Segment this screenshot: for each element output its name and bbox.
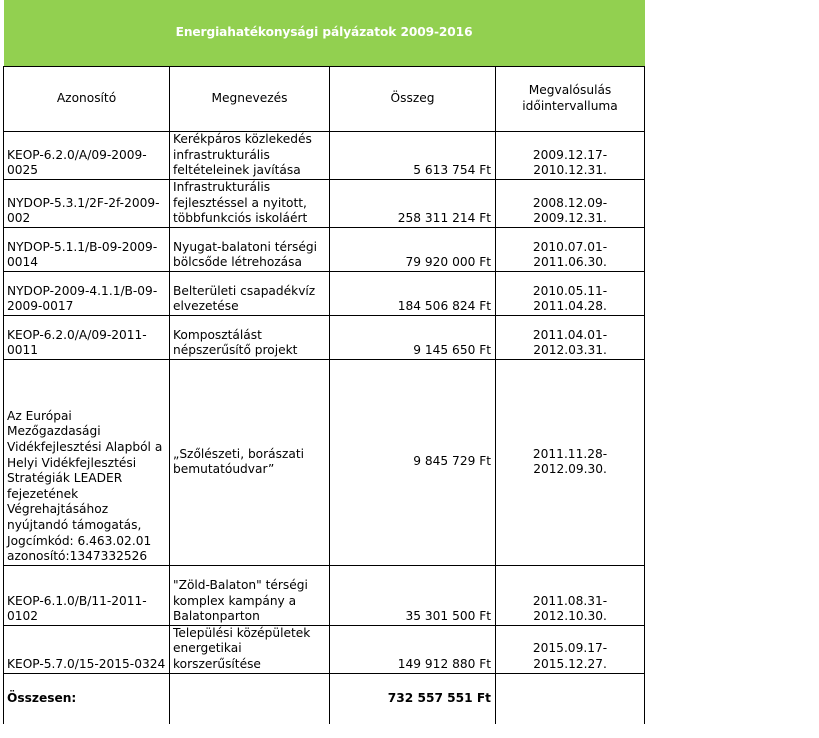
cell-id: NYDOP-5.3.1/2F-2f-2009-002 bbox=[4, 180, 170, 228]
cell-period: 2010.05.11-2011.04.28. bbox=[496, 271, 645, 315]
cell-amount: 184 506 824 Ft bbox=[330, 271, 496, 315]
cell-name: Komposztálást népszerűsítő projekt bbox=[170, 315, 330, 359]
cell-id: NYDOP-5.1.1/B-09-2009-0014 bbox=[4, 227, 170, 271]
cell-amount: 9 845 729 Ft bbox=[330, 359, 496, 565]
table-title: Energiahatékonysági pályázatok 2009-2016 bbox=[4, 0, 645, 67]
header-row bbox=[4, 67, 645, 132]
table-row bbox=[4, 180, 645, 228]
cell-id: KEOP-5.7.0/15-2015-0324 bbox=[4, 625, 170, 673]
cell-amount: 35 301 500 Ft bbox=[330, 565, 496, 625]
cell-name: Belterületi csapadékvíz elvezetése bbox=[170, 271, 330, 315]
spreadsheet-table-area bbox=[3, 0, 644, 724]
cell-period: 2011.11.28-2012.09.30. bbox=[496, 359, 645, 565]
title-row bbox=[4, 0, 645, 67]
cell-name: „Szőlészeti, borászati bemutatóudvar” bbox=[170, 359, 330, 565]
cell-name: "Zöld-Balaton" térségi komplex kampány a Balatonparton bbox=[170, 565, 330, 625]
cell-amount: 79 920 000 Ft bbox=[330, 227, 496, 271]
cell-name: Nyugat-balatoni térségi bölcsőde létrehozása bbox=[170, 227, 330, 271]
grants-table bbox=[3, 0, 645, 724]
cell-period: 2010.07.01-2011.06.30. bbox=[496, 227, 645, 271]
cell-period: 2011.08.31-2012.10.30. bbox=[496, 565, 645, 625]
cell-id: Az Európai Mezőgazdasági Vidékfejlesztési Alapból a Helyi Vidékfejlesztési Stratégiák LEADER fejezetének Végrehajtásához nyújtandó támogatás, Jogcímkód: 6.463.02.01 azonosító:1347332526 bbox=[4, 359, 170, 565]
header-id: Azonosító bbox=[4, 67, 170, 132]
cell-amount: 5 613 754 Ft bbox=[330, 132, 496, 180]
table-row bbox=[4, 227, 645, 271]
table-row bbox=[4, 359, 645, 565]
table-body bbox=[4, 132, 645, 674]
total-label: Összesen: bbox=[4, 673, 170, 724]
cell-period: 2008.12.09-2009.12.31. bbox=[496, 180, 645, 228]
cell-id: KEOP-6.2.0/A/09-2011-0011 bbox=[4, 315, 170, 359]
cell-amount: 9 145 650 Ft bbox=[330, 315, 496, 359]
total-empty-cell bbox=[170, 673, 330, 724]
header-amount: Összeg bbox=[330, 67, 496, 132]
cell-id: NYDOP-2009-4.1.1/B-09-2009-0017 bbox=[4, 271, 170, 315]
cell-name: Infrastrukturális fejlesztéssel a nyitott, többfunkciós iskoláért bbox=[170, 180, 330, 228]
table-row bbox=[4, 315, 645, 359]
cell-id: KEOP-6.1.0/B/11-2011-0102 bbox=[4, 565, 170, 625]
cell-amount: 149 912 880 Ft bbox=[330, 625, 496, 673]
cell-id: KEOP-6.2.0/A/09-2009-0025 bbox=[4, 132, 170, 180]
cell-name: Kerékpáros közlekedés infrastrukturális feltételeinek javítása bbox=[170, 132, 330, 180]
total-amount: 732 557 551 Ft bbox=[330, 673, 496, 724]
table-row bbox=[4, 132, 645, 180]
table-row bbox=[4, 625, 645, 673]
cell-amount: 258 311 214 Ft bbox=[330, 180, 496, 228]
header-period: Megvalósulás időintervalluma bbox=[496, 67, 645, 132]
table-row bbox=[4, 271, 645, 315]
cell-name: Települési középületek energetikai korszerűsítése bbox=[170, 625, 330, 673]
total-row bbox=[4, 673, 645, 724]
cell-period: 2015.09.17-2015.12.27. bbox=[496, 625, 645, 673]
cell-period: 2011.04.01-2012.03.31. bbox=[496, 315, 645, 359]
cell-period: 2009.12.17-2010.12.31. bbox=[496, 132, 645, 180]
total-empty-cell bbox=[496, 673, 645, 724]
table-row bbox=[4, 565, 645, 625]
header-name: Megnevezés bbox=[170, 67, 330, 132]
